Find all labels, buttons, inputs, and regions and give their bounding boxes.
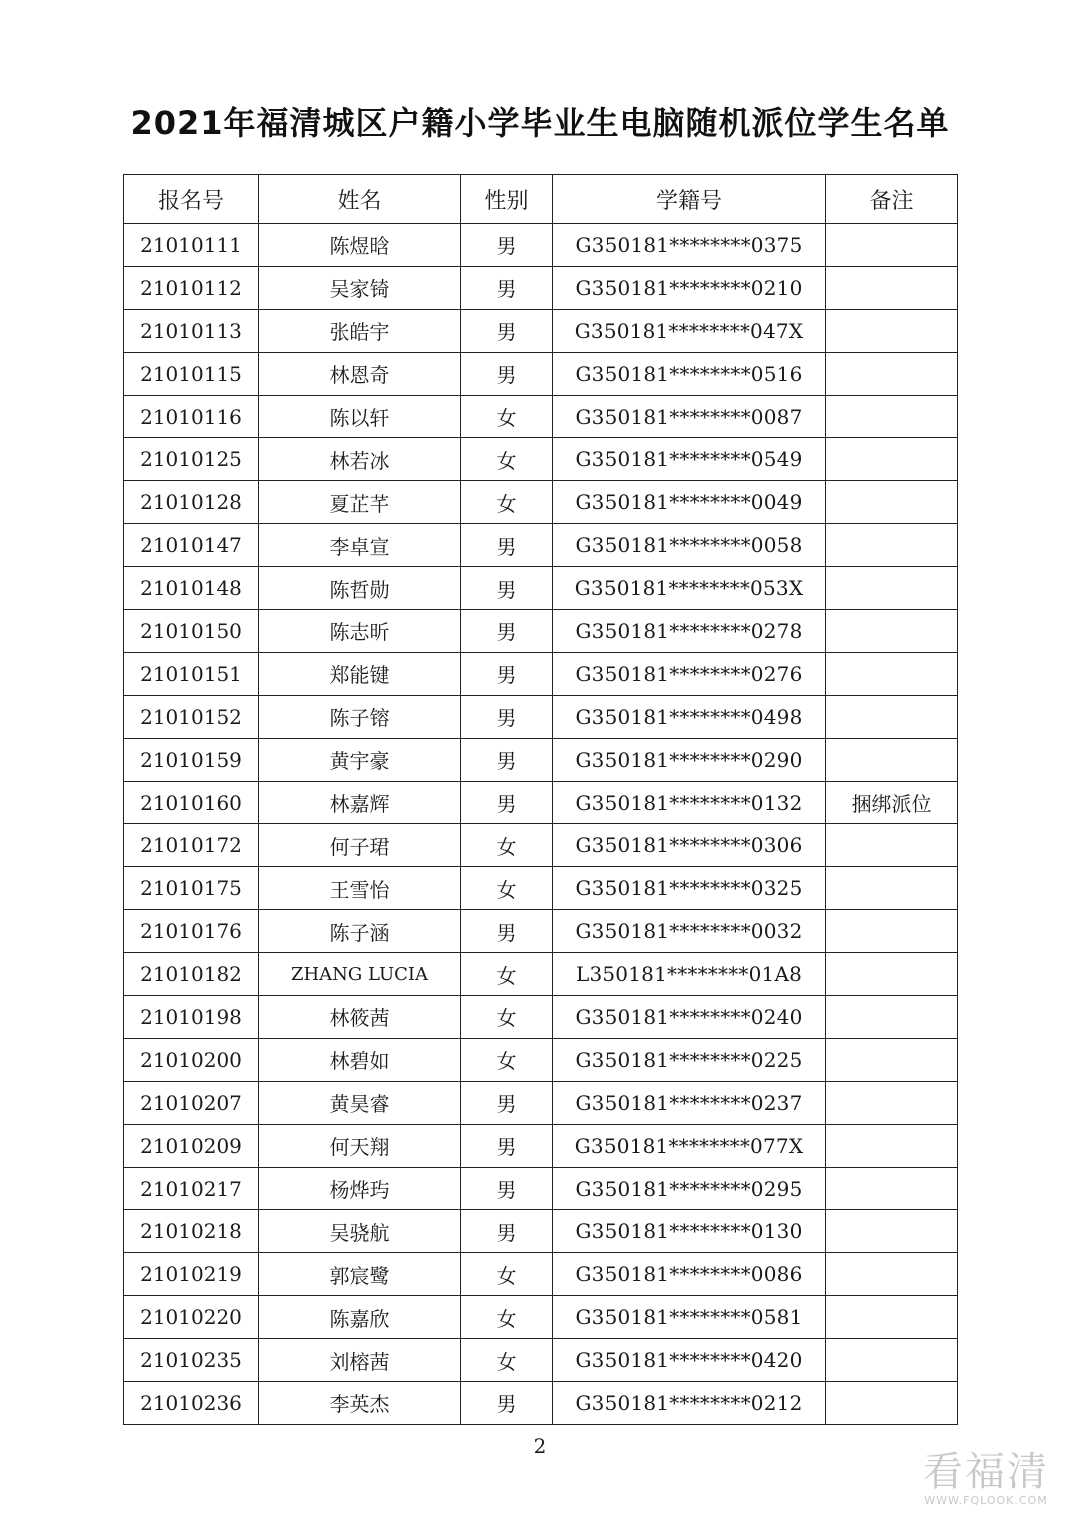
cell-registration-number: 21010172: [124, 824, 259, 867]
cell-remarks: [826, 695, 958, 738]
cell-name: 刘榕茜: [259, 1339, 461, 1382]
cell-student-id: G350181********0375: [553, 224, 826, 267]
cell-registration-number: 21010175: [124, 867, 259, 910]
cell-gender: 女: [461, 1253, 553, 1296]
cell-name: 陈志昕: [259, 610, 461, 653]
table-row: [124, 395, 958, 438]
table-row: [124, 481, 958, 524]
cell-registration-number: 21010112: [124, 266, 259, 309]
cell-registration-number: 21010200: [124, 1038, 259, 1081]
table-row: [124, 1038, 958, 1081]
table-row: [124, 652, 958, 695]
cell-gender: 女: [461, 1038, 553, 1081]
cell-gender: 女: [461, 824, 553, 867]
table-row: [124, 309, 958, 352]
cell-gender: 男: [461, 1081, 553, 1124]
table-row: [124, 824, 958, 867]
cell-remarks: [826, 567, 958, 610]
cell-remarks: [826, 1167, 958, 1210]
table-row: [124, 867, 958, 910]
cell-gender: 男: [461, 1167, 553, 1210]
cell-gender: 男: [461, 266, 553, 309]
cell-registration-number: 21010219: [124, 1253, 259, 1296]
cell-student-id: G350181********0225: [553, 1038, 826, 1081]
table-row: [124, 1081, 958, 1124]
cell-student-id: L350181********01A8: [553, 953, 826, 996]
cell-registration-number: 21010220: [124, 1296, 259, 1339]
table-row: [124, 695, 958, 738]
cell-student-id: G350181********0325: [553, 867, 826, 910]
cell-registration-number: 21010207: [124, 1081, 259, 1124]
cell-name: 李英杰: [259, 1382, 461, 1425]
cell-gender: 女: [461, 481, 553, 524]
cell-remarks: [826, 738, 958, 781]
cell-gender: 男: [461, 567, 553, 610]
student-roster-table: [123, 174, 958, 1425]
cell-name: 杨烨玙: [259, 1167, 461, 1210]
cell-registration-number: 21010152: [124, 695, 259, 738]
table-body: [124, 224, 958, 1425]
cell-registration-number: 21010182: [124, 953, 259, 996]
cell-registration-number: 21010217: [124, 1167, 259, 1210]
table-row: [124, 781, 958, 824]
cell-name: 郑能键: [259, 652, 461, 695]
cell-remarks: [826, 352, 958, 395]
cell-gender: 男: [461, 1210, 553, 1253]
cell-remarks: [826, 867, 958, 910]
cell-name: 陈子镕: [259, 695, 461, 738]
cell-remarks: [826, 652, 958, 695]
cell-student-id: G350181********0290: [553, 738, 826, 781]
cell-name: 李卓宣: [259, 524, 461, 567]
table-row: [124, 1253, 958, 1296]
cell-student-id: G350181********0237: [553, 1081, 826, 1124]
table-row: [124, 1210, 958, 1253]
cell-remarks: [826, 610, 958, 653]
cell-remarks: [826, 996, 958, 1039]
cell-student-id: G350181********0032: [553, 910, 826, 953]
cell-registration-number: 21010148: [124, 567, 259, 610]
table-row: [124, 1296, 958, 1339]
cell-gender: 女: [461, 1339, 553, 1382]
cell-gender: 男: [461, 781, 553, 824]
cell-name: 陈煜晗: [259, 224, 461, 267]
cell-remarks: [826, 438, 958, 481]
cell-registration-number: 21010235: [124, 1339, 259, 1382]
cell-registration-number: 21010125: [124, 438, 259, 481]
cell-registration-number: 21010128: [124, 481, 259, 524]
cell-remarks: [826, 1210, 958, 1253]
table-row: [124, 1339, 958, 1382]
cell-remarks: [826, 1038, 958, 1081]
cell-remarks: [826, 224, 958, 267]
cell-remarks: [826, 1296, 958, 1339]
cell-name: 何天翔: [259, 1124, 461, 1167]
cell-gender: 女: [461, 395, 553, 438]
cell-name: 吴家锜: [259, 266, 461, 309]
cell-registration-number: 21010150: [124, 610, 259, 653]
cell-student-id: G350181********0295: [553, 1167, 826, 1210]
cell-student-id: G350181********077X: [553, 1124, 826, 1167]
cell-remarks: [826, 1382, 958, 1425]
header-gender: 性别: [461, 175, 553, 224]
table-row: [124, 1382, 958, 1425]
cell-name: 黄宇豪: [259, 738, 461, 781]
cell-remarks: [826, 524, 958, 567]
cell-remarks: [826, 953, 958, 996]
cell-registration-number: 21010159: [124, 738, 259, 781]
cell-gender: 女: [461, 867, 553, 910]
cell-student-id: G350181********0210: [553, 266, 826, 309]
cell-name: 夏芷芊: [259, 481, 461, 524]
cell-remarks: [826, 309, 958, 352]
table-row: [124, 352, 958, 395]
table-row: [124, 524, 958, 567]
cell-student-id: G350181********0087: [553, 395, 826, 438]
header-name: 姓名: [259, 175, 461, 224]
cell-student-id: G350181********0420: [553, 1339, 826, 1382]
cell-registration-number: 21010218: [124, 1210, 259, 1253]
cell-remarks: [826, 824, 958, 867]
cell-name: 何子珺: [259, 824, 461, 867]
cell-gender: 男: [461, 910, 553, 953]
cell-name: 黄昊睿: [259, 1081, 461, 1124]
cell-remarks: [826, 266, 958, 309]
header-student-id: 学籍号: [553, 175, 826, 224]
cell-registration-number: 21010236: [124, 1382, 259, 1425]
cell-gender: 男: [461, 652, 553, 695]
table-row: [124, 224, 958, 267]
table-row: [124, 266, 958, 309]
table-row: [124, 953, 958, 996]
cell-gender: 男: [461, 695, 553, 738]
cell-name: ZHANG LUCIA: [259, 953, 461, 996]
cell-registration-number: 21010111: [124, 224, 259, 267]
cell-name: 吴骁航: [259, 1210, 461, 1253]
cell-student-id: G350181********0132: [553, 781, 826, 824]
cell-student-id: G350181********0212: [553, 1382, 826, 1425]
cell-remarks: [826, 481, 958, 524]
cell-registration-number: 21010147: [124, 524, 259, 567]
cell-student-id: G350181********047X: [553, 309, 826, 352]
cell-name: 林恩奇: [259, 352, 461, 395]
header-registration-number: 报名号: [124, 175, 259, 224]
cell-gender: 男: [461, 1124, 553, 1167]
cell-name: 陈哲勋: [259, 567, 461, 610]
cell-registration-number: 21010113: [124, 309, 259, 352]
cell-gender: 男: [461, 738, 553, 781]
cell-name: 郭宸鹭: [259, 1253, 461, 1296]
cell-student-id: G350181********0516: [553, 352, 826, 395]
cell-name: 林嘉辉: [259, 781, 461, 824]
cell-gender: 女: [461, 438, 553, 481]
cell-name: 林若冰: [259, 438, 461, 481]
cell-student-id: G350181********0276: [553, 652, 826, 695]
cell-remarks: [826, 395, 958, 438]
cell-registration-number: 21010198: [124, 996, 259, 1039]
cell-remarks: 捆绑派位: [826, 781, 958, 824]
cell-student-id: G350181********0049: [553, 481, 826, 524]
table-row: [124, 567, 958, 610]
cell-gender: 女: [461, 953, 553, 996]
cell-student-id: G350181********0130: [553, 1210, 826, 1253]
cell-student-id: G350181********0581: [553, 1296, 826, 1339]
cell-student-id: G350181********053X: [553, 567, 826, 610]
cell-registration-number: 21010176: [124, 910, 259, 953]
cell-remarks: [826, 1253, 958, 1296]
cell-student-id: G350181********0240: [553, 996, 826, 1039]
cell-registration-number: 21010116: [124, 395, 259, 438]
table-row: [124, 996, 958, 1039]
watermark-text: 看福清: [923, 1449, 1049, 1495]
cell-gender: 男: [461, 610, 553, 653]
header-remarks: 备注: [826, 175, 958, 224]
cell-name: 陈子涵: [259, 910, 461, 953]
cell-remarks: [826, 1081, 958, 1124]
cell-student-id: G350181********0549: [553, 438, 826, 481]
table-row: [124, 738, 958, 781]
cell-registration-number: 21010151: [124, 652, 259, 695]
cell-student-id: G350181********0058: [553, 524, 826, 567]
table-row: [124, 910, 958, 953]
cell-remarks: [826, 910, 958, 953]
cell-registration-number: 21010160: [124, 781, 259, 824]
table-header-row: [124, 175, 958, 224]
cell-name: 林碧如: [259, 1038, 461, 1081]
cell-gender: 男: [461, 524, 553, 567]
cell-registration-number: 21010115: [124, 352, 259, 395]
cell-remarks: [826, 1339, 958, 1382]
cell-gender: 男: [461, 224, 553, 267]
cell-gender: 男: [461, 1382, 553, 1425]
cell-registration-number: 21010209: [124, 1124, 259, 1167]
watermark-logo: [916, 1450, 1056, 1507]
page-number: 2: [533, 1434, 547, 1458]
cell-gender: 女: [461, 996, 553, 1039]
table-row: [124, 610, 958, 653]
cell-name: 陈以轩: [259, 395, 461, 438]
cell-name: 陈嘉欣: [259, 1296, 461, 1339]
cell-student-id: G350181********0498: [553, 695, 826, 738]
cell-gender: 女: [461, 1296, 553, 1339]
document-title: 2021年福清城区户籍小学毕业生电脑随机派位学生名单: [130, 104, 950, 142]
cell-student-id: G350181********0278: [553, 610, 826, 653]
table-row: [124, 438, 958, 481]
cell-name: 林筱茜: [259, 996, 461, 1039]
cell-name: 王雪怡: [259, 867, 461, 910]
cell-remarks: [826, 1124, 958, 1167]
cell-name: 张皓宇: [259, 309, 461, 352]
table-row: [124, 1167, 958, 1210]
table-row: [124, 1124, 958, 1167]
cell-gender: 男: [461, 352, 553, 395]
cell-student-id: G350181********0306: [553, 824, 826, 867]
watermark-url: WWW.FQLOOK.COM: [924, 1494, 1048, 1507]
cell-student-id: G350181********0086: [553, 1253, 826, 1296]
cell-gender: 男: [461, 309, 553, 352]
